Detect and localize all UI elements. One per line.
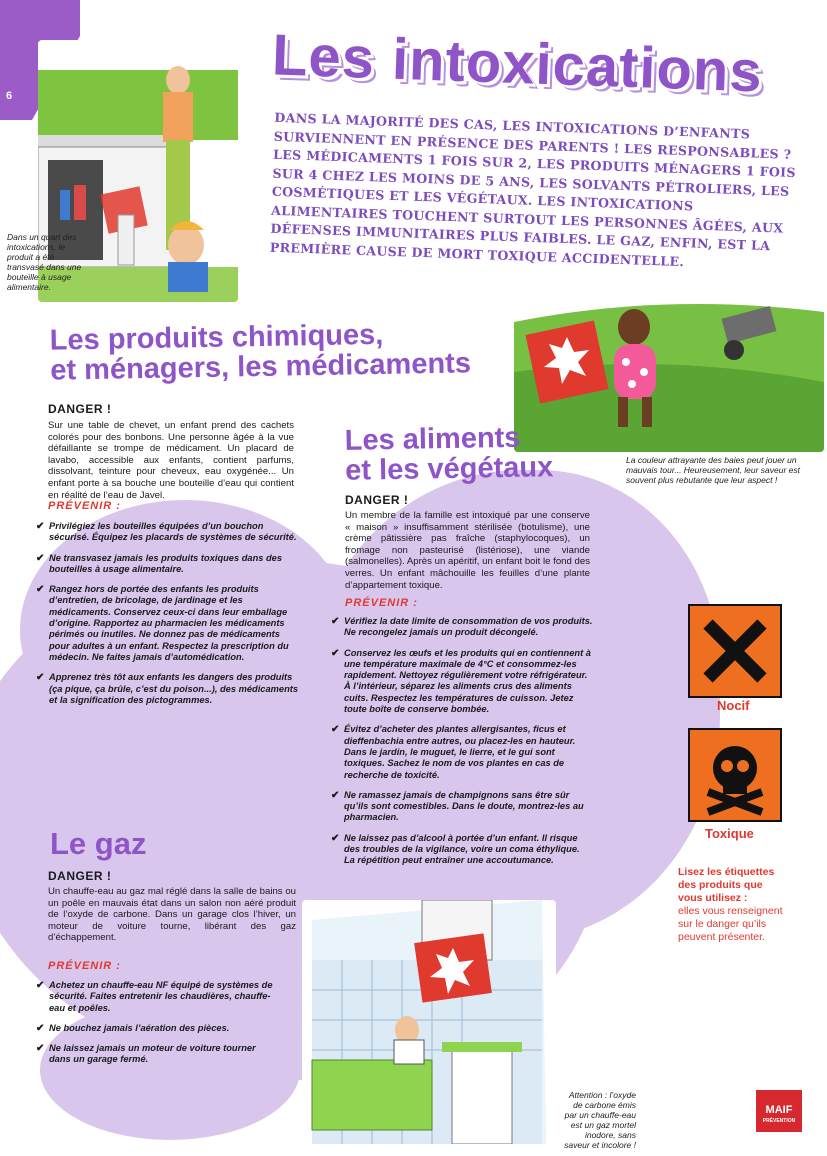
skull-icon [690, 730, 780, 820]
gaz-tips-list [36, 980, 276, 1075]
chimiques-prevenir-label: PRÉVENIR : [48, 500, 121, 512]
warning-line: elles vous renseignent [678, 905, 783, 917]
check-icon: ✔ [36, 1022, 45, 1034]
label-warning [678, 866, 808, 944]
toxique-pictogram [688, 728, 782, 822]
nocif-label: Nocif [717, 698, 750, 713]
tip-text: Ne laissez pas d’alcool à portée d’un enfant. Il risque des troubles de la vigilance, voire un coma éthylique. La répétition peut entraîner une accoutumance. [344, 832, 580, 866]
tip-text: Vérifiez la date limite de consommation de vos produits. Ne recongelez jamais un produit décongelé. [344, 616, 593, 638]
chimiques-title-line2: et ménagers, les médicaments [50, 347, 472, 388]
maif-logo-sub: PRÉVENTION [762, 1118, 796, 1124]
tip-text: Conservez les œufs et les produits qui en contiennent à une température maximale de 4°C et consommez-les rapidement. Nettoyez régulièrement votre réfrigérateur. À l’intérieur, séparez les aliments crus des aliments cuits. Respectez les températures de cuisson. Jetez toute boîte de conserve bombée. [344, 647, 591, 715]
aliments-danger-label: DANGER ! [345, 493, 409, 507]
tip-text: Ne ramassez jamais de champignons sans être sûr qu’ils sont comestibles. Dans le doute, montrez-les au pharmacien. [344, 789, 584, 823]
list-item [36, 584, 298, 663]
aliments-title-line1: Les aliments [344, 421, 521, 457]
warning-line: des produits que [678, 879, 763, 891]
aliments-danger-text: Un membre de la famille est intoxiqué par une conserve « maison » insuffisamment stérilisée (botulisme), une crème pâtissière pas fraîche (staphylocoques), un fromage non pasteurisé (listériose), une viande (salmonelles). Après un apéritif, un enfant boit le fond des verres. Un enfant mâchouille les feuilles d’une plante d’appartement toxique. [345, 510, 590, 591]
tip-text: Ne transvasez jamais les produits toxiques dans des bouteilles à usage alimentaire. [49, 552, 283, 574]
chimiques-danger-label: DANGER ! [48, 402, 112, 416]
tip-text: Privilégiez les bouteilles équipées d’un bouchon sécurisé. Équipez les placards de systèmes de sécurité. [49, 521, 297, 543]
page-title: Les intoxications [271, 22, 764, 105]
check-icon: ✔ [36, 672, 45, 684]
chimiques-title [50, 318, 472, 386]
check-icon: ✔ [36, 584, 45, 596]
bathroom-illustration [302, 900, 556, 1144]
chimiques-danger-text: Sur une table de chevet, un enfant prend des cachets colorés pour des bonbons. Une personne âgée à la vue défaillante se trompe de médicament. Un placard de lavabo, accessible aux enfants, contient parfums, dissolvant, teinture pour cheveux, eau oxygénée... Un enfant porte à sa bouche une bouteille d’eau qui contient en réalité de l’eau de Javel. [48, 420, 294, 501]
tip-text: Ne laissez jamais un moteur de voiture tourner dans un garage fermé. [49, 1043, 256, 1065]
check-icon: ✔ [36, 980, 45, 991]
intro-paragraph: DANS LA MAJORITÉ DES CAS, LES INTOXICATIONS D’ENFANTS SURVIENNENT EN PRÉSENCE DES PARENTS ! LES RESPONSABLES ? LES MÉDICAMENTS 1 FOIS SUR 2, LES PRODUITS MÉNAGERS 1 FOIS SUR 4 CHEZ LES MOINS DE 5 ANS, LES SOLVANTS PÉTROLIERS, LES COSMÉTIQUES ET LES VÉGÉTAUX. LES INTOXICATIONS ALIMENTAIRES TOUCHENT SURTOUT LES PERSONNES ÂGÉES, AUX DÉFENSES IMMUNITAIRES PLUS FAIBLES. LE GAZ, ENFIN, EST LA PREMIÈRE CAUSE DE MORT TOXIQUE ACCIDENTELLE. [269, 109, 797, 269]
list-item [36, 1043, 276, 1066]
list-item [331, 648, 593, 716]
check-icon: ✔ [36, 521, 45, 532]
kitchen-caption: Dans un quart des intoxications, le produit a été transvasé dans une bouteille à usage alimentaire. [7, 232, 82, 292]
list-item [36, 553, 298, 576]
tip-text: Achetez un chauffe-eau NF équipé de systèmes de sécurité. Faites entretenir les chaudières, chauffe-eau et poêles. [49, 980, 273, 1013]
tip-text: Ne bouchez jamais l’aération des pièces. [49, 1022, 230, 1033]
tip-text: Apprenez très tôt aux enfants les dangers des produits (ça pique, ça brûle, c’est du poison...), des médicaments et la signification des pictogrammes. [49, 672, 299, 705]
nocif-pictogram [688, 604, 782, 698]
check-icon: ✔ [36, 552, 45, 564]
chimiques-tips-list [36, 521, 298, 715]
check-icon: ✔ [331, 724, 340, 736]
gaz-danger-text: Un chauffe-eau au gaz mal réglé dans la salle de bains ou un poêle en mauvais état dans un salon non aéré produit de l’oxyde de carbone. Dans un garage clos l’hiver, un moteur de voiture tourne, libérant des gaz d’échappement. [48, 886, 296, 944]
maif-logo [756, 1090, 802, 1132]
check-icon: ✔ [331, 647, 340, 659]
warning-line: Lisez les étiquettes [678, 866, 775, 878]
check-icon: ✔ [331, 616, 340, 627]
garden-illustration [514, 272, 824, 452]
chimiques-title-line1: Les produits chimiques, [49, 318, 384, 357]
toxique-label: Toxique [705, 826, 754, 841]
list-item [36, 521, 298, 544]
list-item [36, 1023, 276, 1034]
aliments-title [344, 422, 553, 486]
gaz-title: Le gaz [50, 826, 147, 861]
gaz-danger-label: DANGER ! [48, 869, 112, 883]
check-icon: ✔ [331, 789, 340, 801]
warning-line: vous utilisez : [678, 892, 748, 904]
tip-text: Évitez d’acheter des plantes allergisantes, ficus et dieffenbachia entre autres, ou placez-les en hauteur. Dans le jardin, le muguet, le lierre, et le gui sont toxiques. Sachez le nom de vos plantes en cas de recherche de toxicité. [344, 724, 576, 780]
warning-line: peuvent présenter. [678, 931, 765, 943]
list-item [331, 790, 593, 824]
list-item [331, 833, 593, 867]
list-item [36, 672, 298, 706]
check-icon: ✔ [331, 832, 340, 844]
tip-text: Rangez hors de portée des enfants les produits d’entretien, de bricolage, de jardinage et les médicaments. Conservez ceux-ci dans leur emballage d’origine. Rapportez au pharmacien les médicaments périmés ou inutiles. Ne donnez pas de médicaments pour adultes à un enfant. Respectez la prescription du médecin. Ne faites jamais d’automédication. [49, 584, 289, 662]
garden-caption: La couleur attrayante des baies peut jouer un mauvais tour... Heureusement, leur saveur est souvent plus rebutante que leur aspect ! [626, 455, 801, 485]
aliments-prevenir-label: PRÉVENIR : [345, 597, 418, 609]
list-item [36, 980, 276, 1014]
page-number: 6 [6, 90, 13, 102]
aliments-tips-list [331, 616, 593, 876]
aliments-title-line2: et les végétaux [344, 451, 554, 488]
maif-logo-name: MAIF [765, 1104, 793, 1116]
bathroom-caption: Attention : l’oxyde de carbone émis par un chauffe-eau est un gaz mortel inodore, sans saveur et incolore ! [564, 1090, 636, 1150]
cross-icon [690, 606, 780, 696]
check-icon: ✔ [36, 1043, 45, 1055]
list-item [331, 616, 593, 639]
warning-line: sur le danger qu’ils [678, 918, 767, 930]
gaz-prevenir-label: PRÉVENIR : [48, 960, 121, 972]
list-item [331, 724, 593, 780]
